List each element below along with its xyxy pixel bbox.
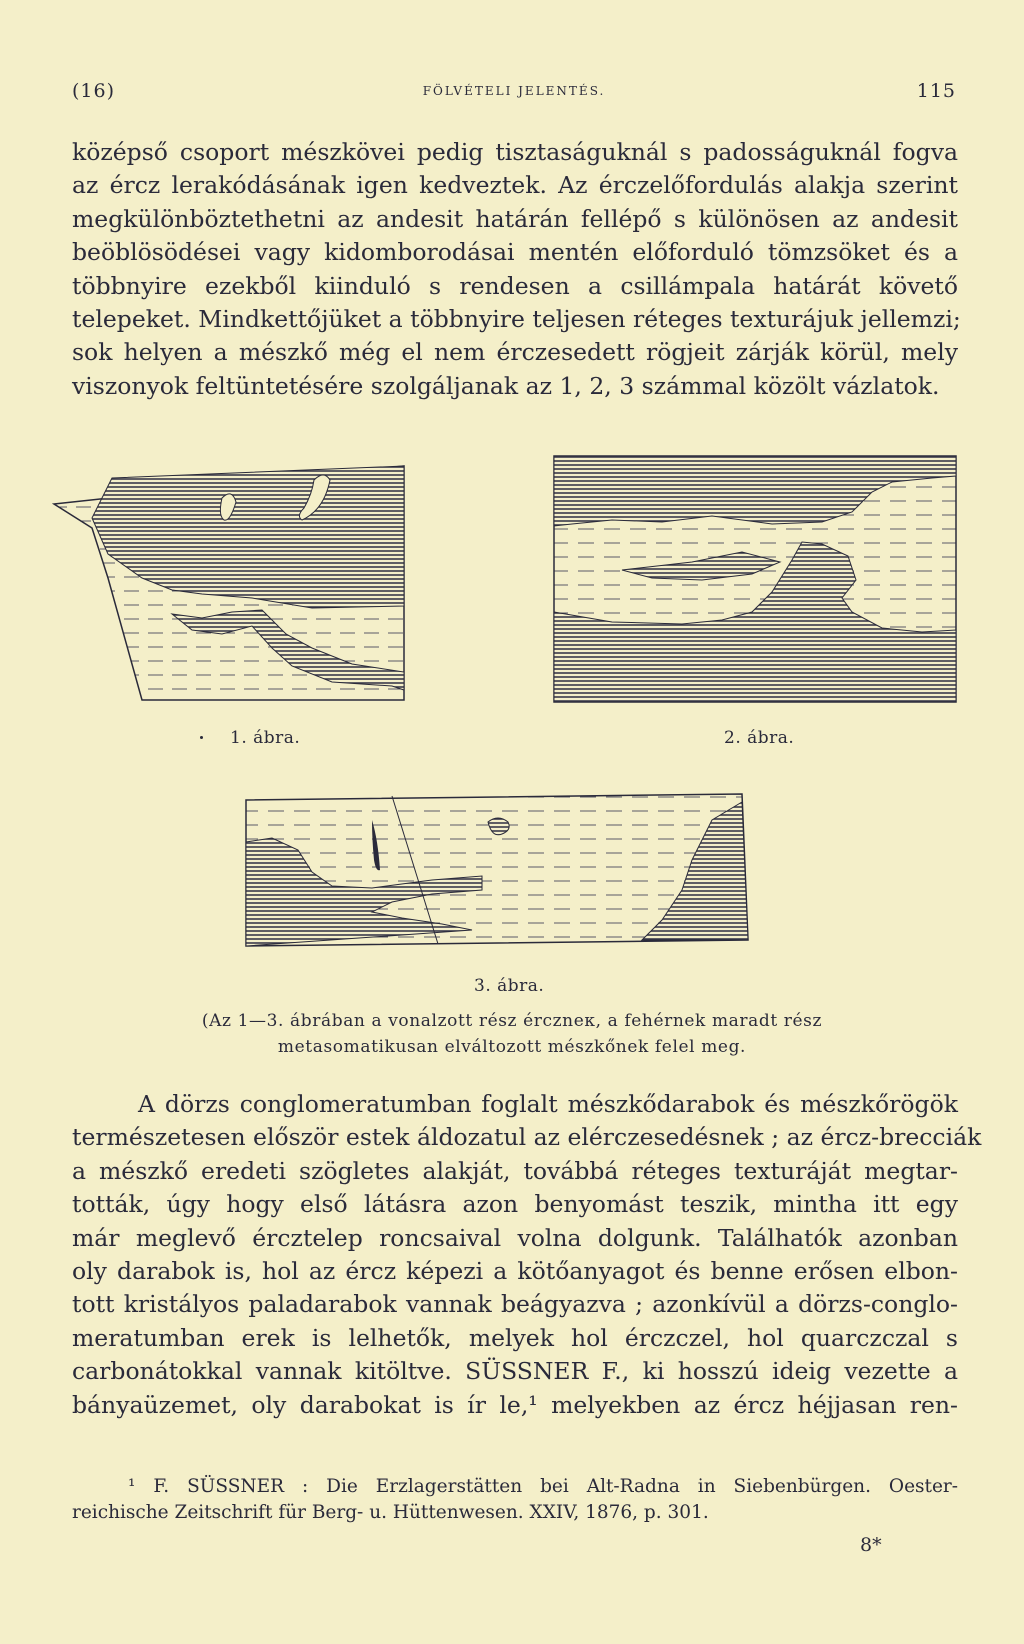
text-line: megkülönböztethetni az andesit határán fellépő s különösen az andesit (72, 204, 958, 233)
footnote-line: ¹ F. SÜSSNER : Die Erzlagerstätten bei Alt-Radna in Siebenbürgen. Oester- (128, 1476, 958, 1497)
text-line: középső csoport mészkövei pedig tisztaságuknál s padosságuknál fogva (72, 138, 958, 166)
text-line: többnyire ezekből kiinduló s rendesen a csillámpala határát követő (72, 271, 958, 300)
stray-dot (200, 736, 203, 739)
footnote-line: reichische Zeitschrift für Berg- u. Hüttenwesen. XXIV, 1876, p. 301. (72, 1502, 709, 1523)
figure-2-caption: 2. ábra. (724, 728, 795, 748)
text-line: már meglevő érczteleр roncsaival volna dolgunk. Találhatók azonban (72, 1223, 958, 1252)
paragraph-1 (72, 136, 961, 403)
text-line: meratumban erek is lelhetők, melyek hol érczczel, hol quarczczal s (72, 1323, 958, 1352)
text-line: természetesen először estek áldozatul az elérczesedésnek ; az ércz-brecciák (72, 1123, 982, 1152)
signature-mark: 8* (860, 1534, 882, 1556)
running-title: FÖLVÉTELI JELENTÉS. (422, 84, 606, 98)
running-head (72, 80, 956, 108)
figure-legend-note (132, 1008, 892, 1060)
page-number: 115 (916, 80, 956, 102)
text-line: telepeket. Mindkettőjüket a többnyire teljesen réteges texturájuk jellemzi; (72, 305, 961, 334)
text-line: az ércz lerakódásának igen kedveztek. Az érczelőfordulás alakja szerint (72, 171, 958, 200)
text-line: tott kristályos paladarabok vannak beágyazva ; azonkívül a dörzs-conglo- (72, 1290, 958, 1319)
note-line: metasomatikusan elváltozott mészkőnek felel meg. (277, 1037, 747, 1057)
text-line: viszonyok feltüntetésére szolgáljanak az 1, 2, 3 számmal közölt vázlatok. (72, 371, 940, 400)
text-line: beöblösödései vagy kidomborodásai mentén előforduló tömzsöket és a (72, 238, 958, 267)
text-line: a mészkő eredeti szögletes alakját, továbbá réteges texturáját megtar- (72, 1156, 958, 1185)
text-line: tották, úgy hogy első látásra azon benyomást teszik, mintha itt egy (72, 1190, 958, 1219)
paragraph-2 (72, 1088, 982, 1422)
text-line: carbonátokkal vannak kitöltve. SÜSSNER F., ki hosszú ideig vezette a (72, 1357, 958, 1386)
note-line: (Az 1—3. ábrában a vonalzott rész érczneк, a fehérnek maradt rész (201, 1011, 823, 1031)
figure-2-sketch (552, 452, 962, 714)
text-line: sok helyen a mészkő még el nem érczesedett rögjeit zárják körül, mely (72, 338, 958, 367)
figure-3-sketch (242, 790, 762, 988)
text-line: bányaüzemet, oly darabokat is ír le,¹ melyekben az ércz héjjasan ren- (72, 1390, 958, 1419)
figure-1-sketch (52, 458, 428, 720)
footnote (72, 1474, 958, 1526)
text-line: A dörzs conglomeratumban foglalt mészkődarabok és mészkőrögök (138, 1090, 958, 1118)
section-number: (16) (72, 80, 116, 102)
figure-1-caption: 1. ábra. (230, 728, 301, 748)
text-line: oly darabok is, hol az ércz képezi a kötőanyagot és benne erősen elbon- (72, 1257, 958, 1286)
figure-3-caption: 3. ábra. (474, 976, 545, 996)
